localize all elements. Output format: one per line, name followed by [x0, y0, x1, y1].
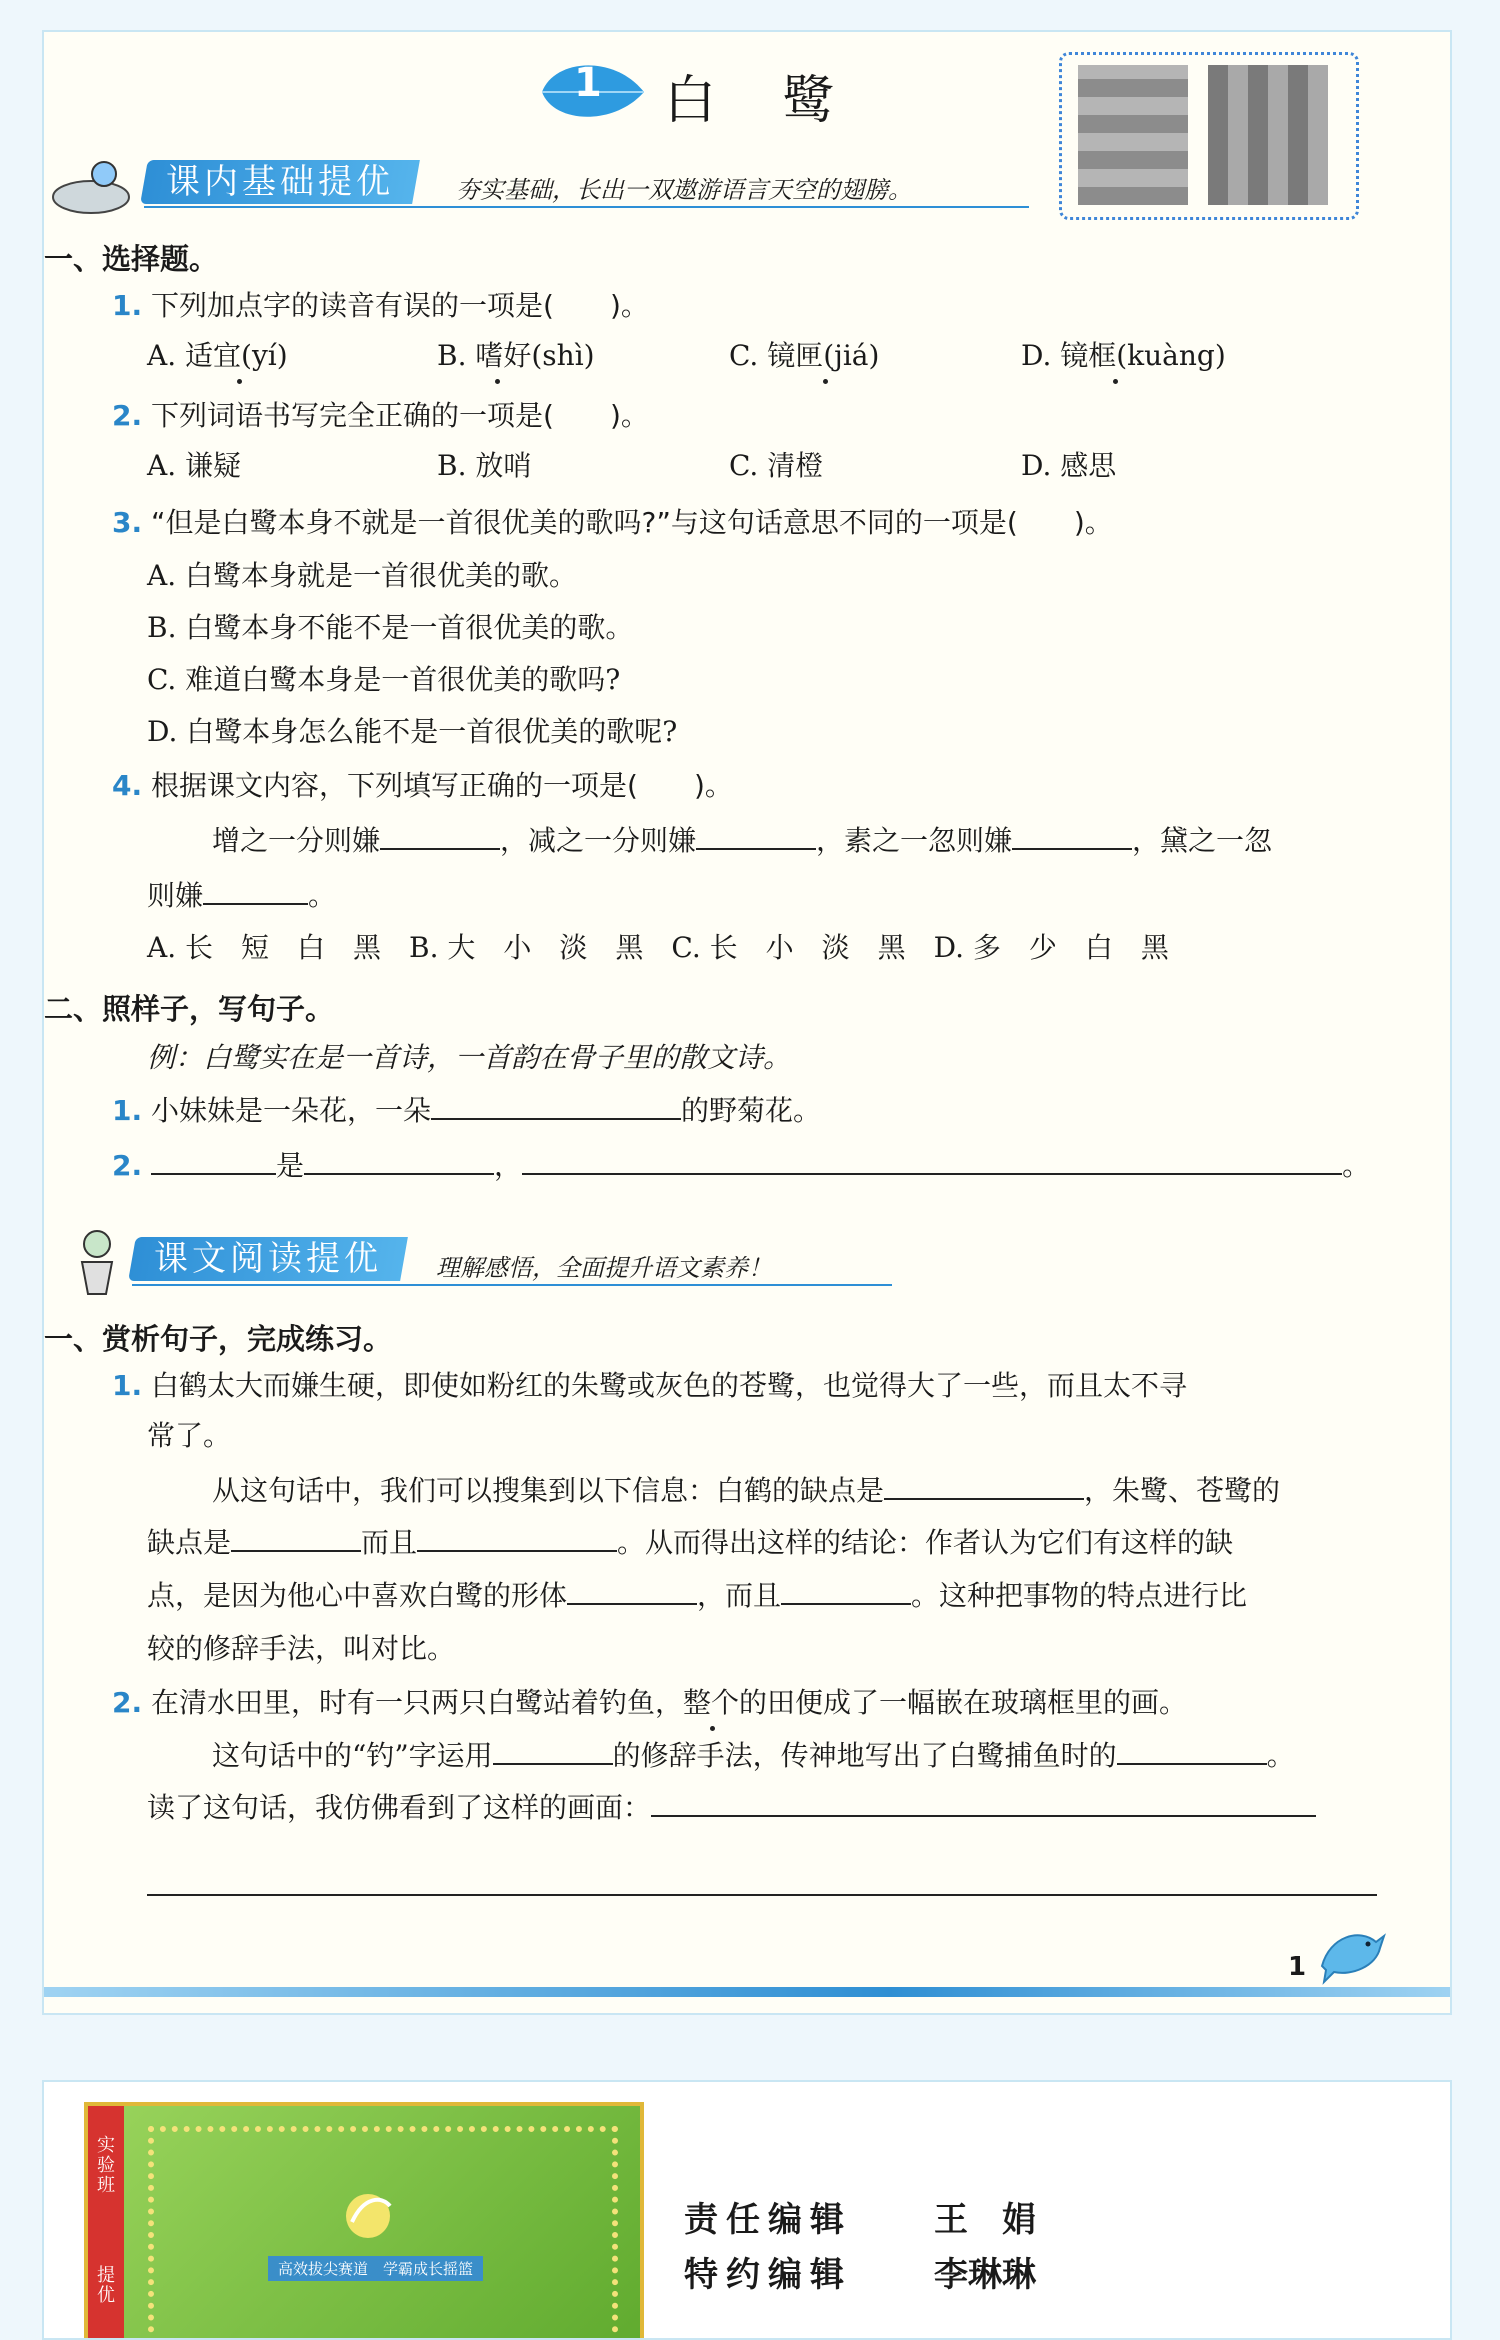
section-banner-reading: 课文阅读提优: [128, 1237, 408, 1281]
answer-blank[interactable]: [696, 822, 816, 850]
answer-blank[interactable]: [522, 1147, 1342, 1175]
question-stem: 根据课文内容，下列填写正确的一项是( )。: [151, 769, 733, 802]
question-number: 2.: [112, 399, 143, 432]
section-slogan-reading: 理解感悟，全面提升语文素养！: [436, 1254, 772, 1282]
question-stem: 下列词语书写完全正确的一项是( )。: [151, 399, 649, 432]
credit-name: 王 娟: [934, 2200, 1036, 2240]
footer-wave: [44, 1987, 1452, 1997]
option-b: B. 放哨: [437, 449, 532, 482]
question-number: 4.: [112, 769, 143, 802]
credit-name: 李琳琳: [934, 2255, 1036, 2295]
fill-sentence-cont: 则嫌 。: [147, 879, 337, 912]
option-d: D. 感思: [1021, 449, 1117, 482]
part1-heading: 一、选择题。: [44, 242, 219, 276]
rewrite-2: 2. 是 ， 。: [112, 1149, 1371, 1182]
answer-blank[interactable]: [1117, 1737, 1267, 1765]
qr-code-frame: [1059, 52, 1359, 220]
answer-blank[interactable]: [651, 1789, 1316, 1817]
answer-blank[interactable]: [1012, 822, 1132, 850]
book-cover: [84, 2102, 644, 2340]
page-number: 1: [1288, 1952, 1307, 1982]
option-c: C. 难道白鹭本身是一首很优美的歌吗?: [147, 663, 621, 696]
part3-heading: 一、赏析句子，完成练习。: [44, 1322, 393, 1356]
answer-blank[interactable]: [417, 1524, 617, 1552]
question-number: 2.: [112, 1686, 143, 1719]
answer-blank[interactable]: [567, 1577, 697, 1605]
question-number: 3.: [112, 506, 143, 539]
mascot-icon: [62, 1222, 132, 1302]
dolphin-icon: [1314, 1922, 1389, 1987]
rewrite-1: 1. 小妹妹是一朵花，一朵 的野菊花。: [112, 1094, 822, 1127]
emphasis-dot: [237, 379, 242, 384]
option-b: B. 嗜好(shì): [437, 339, 595, 372]
qr-code-icon: [1208, 65, 1328, 205]
question-2: [112, 397, 649, 435]
option-c: C. 镜匣(jiá): [729, 339, 880, 372]
option-b: B. 白鹭本身不能不是一首很优美的歌。: [147, 611, 634, 644]
question-stem: 下列加点字的读音有误的一项是( )。: [151, 289, 649, 322]
reading-q1: 1. 白鹤太大而嫌生硬，即使如粉红的朱鹭或灰色的苍鹭，也觉得大了一些，而且太不寻: [112, 1369, 1188, 1402]
q4-options: A. 长 短 白 黑 B. 大 小 淡 黑 C. 长 小 淡 黑 D. 多 少 白 黑: [147, 931, 1169, 964]
qr-code-icon: [1078, 65, 1188, 205]
mascot-icon: [46, 152, 136, 222]
option-c: C. 清橙: [729, 449, 824, 482]
divider: [144, 206, 1029, 208]
answer-blank[interactable]: [493, 1737, 613, 1765]
answer-blank[interactable]: [380, 822, 500, 850]
option-d: D. 白鹭本身怎么能不是一首很优美的歌呢?: [147, 715, 678, 748]
emphasis-dot: [1113, 379, 1118, 384]
reading-q2: 2. 在清水田里，时有一只两只白鹭站着钓鱼，整个的田便成了一幅嵌在玻璃框里的画。: [112, 1686, 1188, 1719]
book-credits-page: [42, 2080, 1452, 2340]
reading-q2-p1: 这句话中的“钓”字运用 的修辞手法，传神地写出了白鹭捕鱼时的 。: [212, 1739, 1295, 1772]
option-a: A. 谦疑: [147, 449, 242, 482]
workbook-page: [42, 30, 1452, 2015]
reading-q2-p2: 读了这句话，我仿佛看到了这样的画面：: [147, 1789, 1316, 1827]
answer-blank[interactable]: [781, 1577, 911, 1605]
question-1: [112, 287, 649, 325]
example-sentence: 例：白鹭实在是一首诗，一首韵在骨子里的散文诗。: [147, 1041, 792, 1074]
question-number: 1.: [112, 1094, 143, 1127]
question-number: 2.: [112, 1149, 143, 1182]
answer-blank[interactable]: [884, 1472, 1084, 1500]
question-stem: “但是白鹭本身不就是一首很优美的歌吗?”与这句话意思不同的一项是( )。: [151, 506, 1113, 539]
divider: [132, 1284, 892, 1286]
fill-sentence: 增之一分则嫌 ，减之一分则嫌 ，素之一忽则嫌 ，黛之一忽: [212, 824, 1273, 857]
credit-role: 特约编辑: [684, 2255, 852, 2295]
reading-q1-p2: 缺点是 而且 。从而得出这样的结论：作者认为它们有这样的缺: [147, 1526, 1234, 1559]
reading-q1-p4: 较的修辞手法，叫对比。: [147, 1632, 456, 1665]
reading-q1-line2: 常了。: [147, 1419, 232, 1452]
option-a: A. 白鹭本身就是一首很优美的歌。: [147, 559, 578, 592]
answer-line[interactable]: [147, 1894, 1377, 1896]
logo-icon: [338, 2186, 408, 2246]
part2-heading: 二、照样子，写句子。: [44, 992, 335, 1026]
emphasis-dot: [823, 379, 828, 384]
option-d: D. 镜框(kuàng): [1021, 339, 1226, 372]
answer-blank[interactable]: [151, 1147, 276, 1175]
reading-q1-p1: 从这句话中，我们可以搜集到以下信息：白鹤的缺点是 ，朱鹭、苍鹭的: [212, 1474, 1281, 1507]
question-4: [112, 767, 733, 805]
answer-blank[interactable]: [231, 1524, 361, 1552]
spine-label: 实验班: [97, 2135, 115, 2196]
question-3: [112, 504, 1113, 542]
option-a: A. 适宜(yí): [147, 339, 288, 372]
reading-q1-p3: 点，是因为他心中喜欢白鹭的形体 ，而且 。这种把事物的特点进行比: [147, 1579, 1248, 1612]
question-number: 1.: [112, 1369, 143, 1402]
answer-blank[interactable]: [304, 1147, 494, 1175]
spine-label: 提优: [97, 2265, 115, 2306]
lesson-number: 1: [574, 60, 602, 106]
emphasis-dot: [710, 1726, 715, 1731]
emphasis-dot: [495, 379, 500, 384]
section-slogan-basic: 夯实基础，长出一双遨游语言天空的翅膀。: [456, 176, 912, 204]
cover-ribbon: 高效拔尖赛道 学霸成长摇篮: [268, 2256, 483, 2281]
answer-blank[interactable]: [431, 1092, 681, 1120]
lesson-title: 白 鹭: [664, 71, 835, 131]
question-number: 1.: [112, 289, 143, 322]
credit-role: 责任编辑: [684, 2200, 852, 2240]
section-banner-basic: 课内基础提优: [140, 160, 420, 204]
answer-blank[interactable]: [203, 877, 308, 905]
